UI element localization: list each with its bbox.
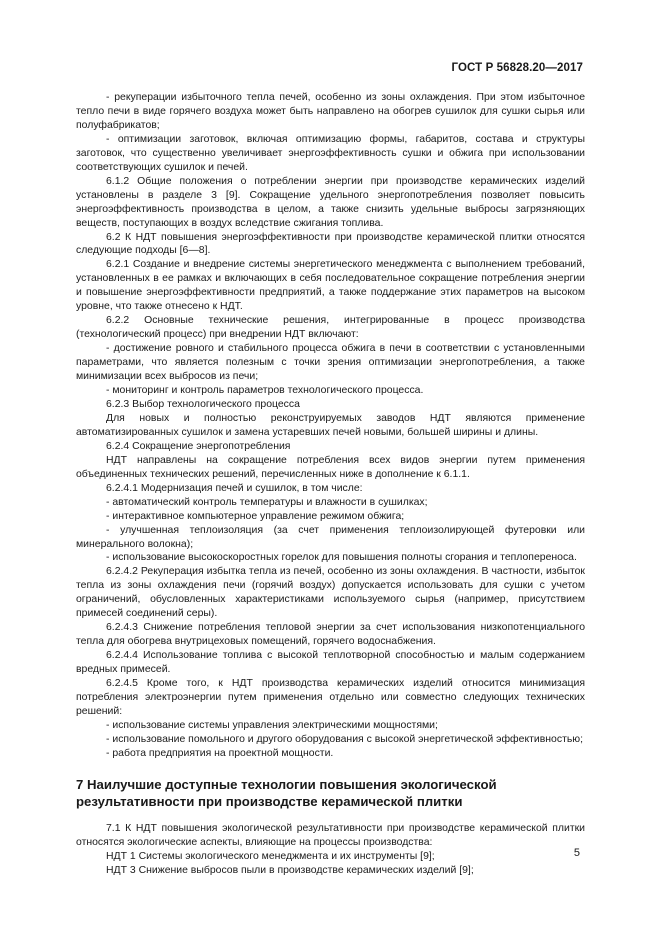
paragraph-6-2: 6.2 К НДТ повышения энергоэффективности при производстве керамической плитки относятся следующие подходы [6—8]. [76, 231, 585, 257]
section-7-heading: 7 Наилучшие доступные технологии повышения экологической результативности при производстве керамической плитки [76, 776, 497, 809]
paragraph-7-1: 7.1 К НДТ повышения экологической результативности при производстве керамической плитки относятся экологические аспекты, влияющие на процессы производства: [76, 822, 585, 848]
paragraph-6-2-4-body: НДТ направлены на сокращение потребления всех видов энергии путем применения объединенных технических решений, перечисленных ниже в дополнение к 6.1.1. [76, 454, 585, 480]
paragraph-recuperation-bullet: - рекуперации избыточного тепла печей, особенно из зоны охлаждения. При этом избыточное тепло печи в виде горячего воздуха может быть направлено на обогрев сушилок для сушки сырья или полуфабрикатов; [76, 92, 585, 131]
paragraph-6-1-2: 6.1.2 Общие положения о потреблении энергии при производстве керамических изделий установлены в разделе 3 [9]. Сокращение удельного энергопотребления позволяет повысить энергоэффективность производства в целом, а также снизить удельные выбросы загрязняющих веществ, поступающих в воздух вследствие сжигания топлива. [76, 175, 585, 229]
paragraph-6-2-1: 6.2.1 Создание и внедрение системы энергетического менеджмента с выполнением требований, установленных в ее рамках и включающих в себя последовательное сокращение потребления энергии и повышение энергоэффективности предприятий, а также поддержание этих параметров на высоком уровне, что также отнесено к НДТ. [76, 259, 585, 313]
paragraph-6-2-2: 6.2.2 Основные технические решения, интегрированные в процесс производства (технологический процесс) при внедрении НДТ включают: [76, 315, 585, 341]
paragraph-6-2-4-5: 6.2.4.5 Кроме того, к НДТ производства керамических изделий относится минимизация потребления электроэнергии путем применения отдельно или совместно следующих технических решений: [76, 678, 585, 717]
paragraph-6-2-3-title: 6.2.3 Выбор технологического процесса [106, 398, 300, 410]
document-body [76, 91, 585, 878]
bullet-power-management: - использование системы управления электрическими мощностями; [106, 719, 438, 731]
bullet-design-capacity: - работа предприятия на проектной мощности. [106, 747, 334, 759]
paragraph-6-2-4-4: 6.2.4.4 Использование топлива с высокой теплотворной способностью и малым содержанием вредных примесей. [76, 650, 585, 676]
bullet-monitoring: - мониторинг и контроль параметров технологического процесса. [106, 385, 424, 397]
paragraph-ndt-3: НДТ 3 Снижение выбросов пыли в производстве керамических изделий [9]; [106, 864, 474, 876]
paragraph-optimization-bullet: - оптимизации заготовок, включая оптимизацию формы, габаритов, состава и структуры заготовок, что существенно увеличивает энергоэффективность сушки и обжига при использовании соответствующих сушилок и печей. [76, 133, 585, 173]
bullet-interactive-control: - интерактивное компьютерное управление режимом обжига; [106, 510, 405, 522]
paragraph-6-2-4-1: 6.2.4.1 Модернизация печей и сушилок, в том числе: [106, 482, 363, 494]
paragraph-ndt-1: НДТ 1 Системы экологического менеджмента и их инструменты [9]; [106, 850, 435, 862]
paragraph-6-2-3-body: Для новых и полностью реконструируемых заводов НДТ являются применение автоматизированных сушилок и замена устаревших печей новыми, большей ширины и длины. [76, 412, 585, 438]
bullet-stable-firing: - достижение ровного и стабильного процесса обжига в печи в соответствии с установленными параметрами, что является полезным с точки зрения оптимизации энергопотребления, а также минимизации всех выбросов из печи; [76, 343, 585, 383]
bullet-burners: - использование высокоскоростных горелок для повышения полноты сгорания и теплопереноса. [106, 552, 577, 564]
bullet-insulation: - улучшенная теплоизоляция (за счет применения теплоизолирующей футеровки или минерального волокна); [76, 524, 585, 550]
paragraph-6-2-4-3: 6.2.4.3 Снижение потребления тепловой энергии за счет использования низкопотенциального тепла для обогрева внутрицеховых помещений, горячего водоснабжения. [76, 622, 585, 648]
bullet-auto-control: - автоматический контроль температуры и влажности в сушилках; [106, 496, 428, 508]
document-standard-id: ГОСТ Р 56828.20—2017 [451, 62, 583, 74]
paragraph-6-2-4-2: 6.2.4.2 Рекуперация избытка тепла из печей, особенно из зоны охлаждения. В частности, избыток тепла из зоны охлаждения печи (горячий воздух) допускается использовать для сушки с учетом ограничений, обусловленных характеристиками используемого сырья (например, присутствием примесей соединений серы). [76, 566, 585, 620]
paragraph-6-2-4-title: 6.2.4 Сокращение энергопотребления [106, 440, 291, 452]
bullet-grinding-equipment: - использование помольного и другого оборудования с высокой энергетической эффективностью; [106, 733, 584, 745]
page-number: 5 [573, 847, 580, 859]
